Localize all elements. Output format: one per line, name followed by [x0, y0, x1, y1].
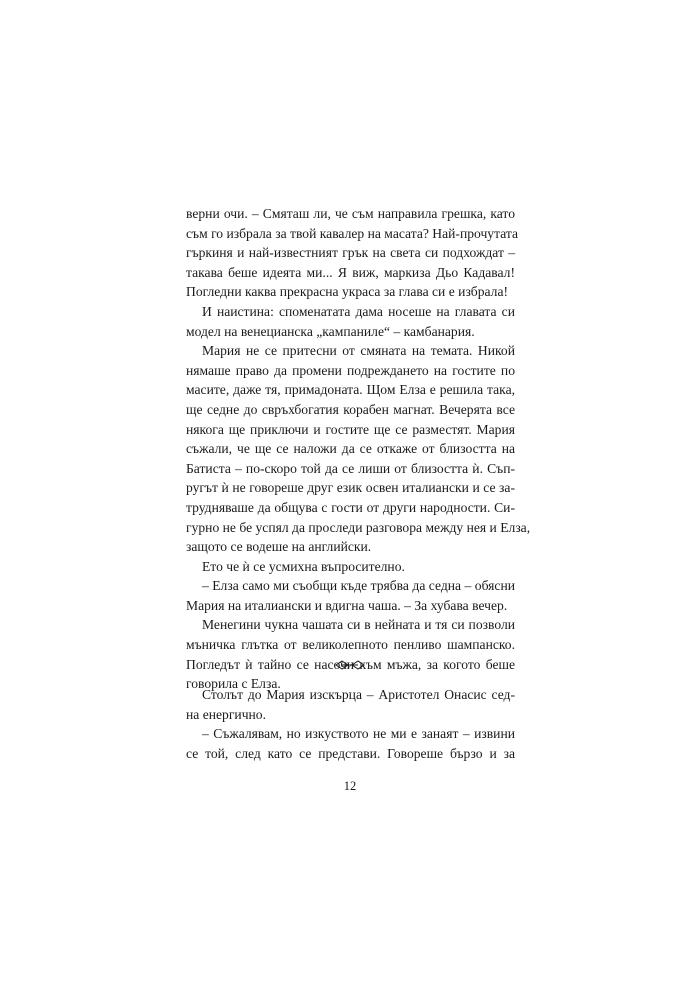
text-line: говорила с Елза.	[186, 676, 281, 692]
text-line: такава беше идеята ми... Я виж, маркиза Дьо Кадавал!	[186, 264, 515, 280]
text-line: масите, даже тя, примадоната. Щом Елза е решила така,	[186, 382, 515, 398]
text-line: трудняваше да общува с гости от други народности. Си-	[186, 499, 515, 515]
text-line: ругът ѝ не говореше друг език освен италиански и се за-	[186, 480, 515, 496]
text-line: Погледни каква прекрасна украса за глава си е избрала!	[186, 284, 509, 300]
text-line: Мария на италиански и вдигна чаша. – За хубава вечер.	[186, 597, 508, 613]
text-line: модел на венецианска „кампаниле“ – камбанария.	[186, 323, 475, 339]
text-line: нямаше право да промени подреждането на гостите по	[186, 362, 515, 378]
page-number: 12	[343, 779, 357, 793]
text-line: Мария не се притесни от смяната на темата. Никой	[202, 343, 515, 359]
text-line: някога ще приключи и гостите ще се разместят. Мария	[186, 421, 515, 437]
text-line: гурно не бе успял да проследи разговора между нея и Елза,	[186, 519, 531, 535]
text-line: на енергично.	[186, 706, 267, 722]
text-line: съжали, че ще се наложи да се откаже от близостта на	[186, 441, 515, 457]
text-line: Менегини чукна чашата си в нейната и тя си позволи	[202, 617, 515, 633]
text-line: И наистина: споменатата дама носеше на главата си	[202, 303, 515, 319]
text-line: съм го избрала за твой кавалер на масата? Най-прочутата	[186, 225, 519, 241]
text-line: ще седне до свръхбогатия корабен магнат. Вечерята все	[186, 401, 515, 417]
text-line: Батиста – по-скоро той да се лиши от близостта ѝ. Съп-	[186, 460, 515, 476]
fleuron-ornament-icon	[334, 659, 366, 671]
text-line: – Съжалявам, но изкуството не ми е занаят – извини	[202, 726, 515, 742]
body-text-part-2	[186, 685, 515, 763]
text-line: мъничка глътка от великолепното пенливо шампанско.	[186, 637, 515, 653]
text-line: Столът до Мария изскърца – Аристотел Онасис сед-	[202, 687, 515, 702]
text-line: гъркиня и най-известният грък на света си подхождат –	[186, 245, 515, 261]
text-line: верни очи. – Смяташ ли, че съм направила грешка, като	[186, 206, 515, 221]
text-line: защото се водеше на английски.	[186, 539, 372, 555]
text-line: Ето че ѝ се усмихна въпросително.	[202, 558, 405, 574]
text-line: Погледът ѝ тайно се насочи към мъжа, за когото беше	[186, 656, 515, 672]
text-line: се той, след като се представи. Говореше бързо и за	[186, 745, 515, 761]
text-line: – Елза само ми съобщи къде трябва да седна – обясни	[202, 578, 515, 594]
body-text-part-1	[186, 204, 531, 694]
